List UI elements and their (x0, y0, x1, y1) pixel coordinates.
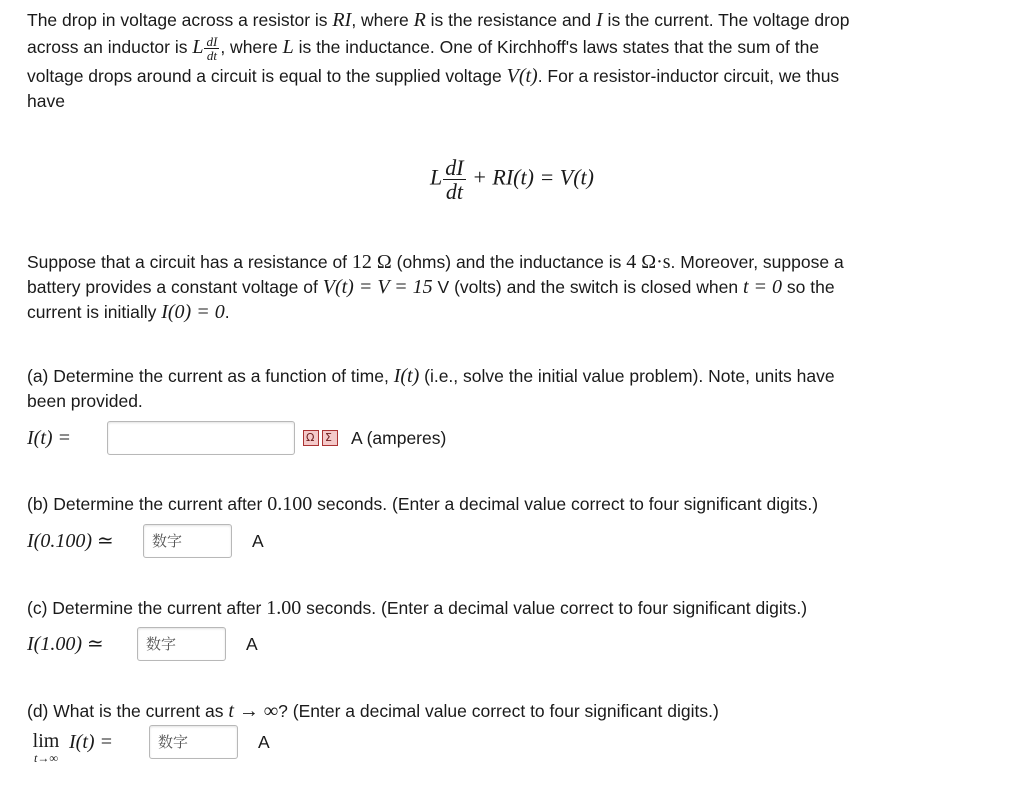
dI-dt-inline-fraction: $\frac{dI}{dt}$ (206, 34, 218, 63)
part-a-lhs: I(t) = (27, 426, 72, 449)
symbol-palette-icon[interactable]: Ω (303, 430, 319, 446)
intro-line-4: have (27, 91, 65, 111)
part-d-input[interactable]: 数字 (149, 725, 238, 759)
part-a-unit: A (amperes) (351, 427, 447, 448)
intro-line-1: The drop in voltage across a resistor is RI, where R is the resistance and I is the current. The voltage drop (27, 9, 850, 31)
intro-paragraph (27, 8, 1002, 114)
part-c-answer-row (27, 627, 258, 661)
sigma-palette-icon[interactable]: Σ (322, 430, 338, 446)
differential-equation: L $\frac{dI}{dt}$ + RI(t) = V(t) (429, 155, 594, 205)
part-d-question: (d) What is the current as t → ∞? (Enter a decimal value correct to four significant digits.) (27, 700, 719, 722)
setup-paragraph: Suppose that a circuit has a resistance of 12 Ω (ohms) and the inductance is 4 Ω·s. Moreover, suppose a battery provides a constant voltage of V(t) = V = 15 V (volts) and the switch is closed when t = 0 so the current is initially I(0) = 0. (27, 251, 844, 323)
part-c-lhs: I(1.00) ≃ (27, 632, 104, 655)
part-a-question: (a) Determine the current as a function of time, I(t) (i.e., solve the initial value problem). Note, units have been provided. (27, 365, 835, 411)
dI-dt-fraction: $\frac{dI}{dt}$ (445, 155, 464, 205)
intro-line-2: across an inductor is L $\frac{dI}{dt}$ , where L is the inductance. One of Kirchhoff's laws states that the sum of the (27, 34, 820, 63)
part-c-input[interactable]: 数字 (137, 627, 226, 661)
part-d-lhs: I(t) = (69, 730, 114, 753)
part-a-answer-row (27, 421, 446, 455)
part-b-answer-row (27, 524, 264, 558)
part-d-unit: A (258, 731, 270, 752)
limit-operator: lim t→∞ (32, 730, 60, 765)
intro-line-3: voltage drops around a circuit is equal to the supplied voltage V(t). For a resistor-inductor circuit, we thus (27, 65, 840, 87)
part-c-question: (c) Determine the current after 1.00 seconds. (Enter a decimal value correct to four significant digits.) (27, 597, 808, 619)
part-a-input[interactable] (107, 421, 295, 455)
part-b-unit: A (252, 530, 264, 551)
part-b-input[interactable]: 数字 (143, 524, 232, 558)
part-b-lhs: I(0.100) ≃ (27, 529, 114, 552)
part-c-unit: A (246, 633, 258, 654)
part-d-answer-row (27, 730, 270, 764)
part-b-question: (b) Determine the current after 0.100 seconds. (Enter a decimal value correct to four significant digits.) (27, 493, 819, 515)
